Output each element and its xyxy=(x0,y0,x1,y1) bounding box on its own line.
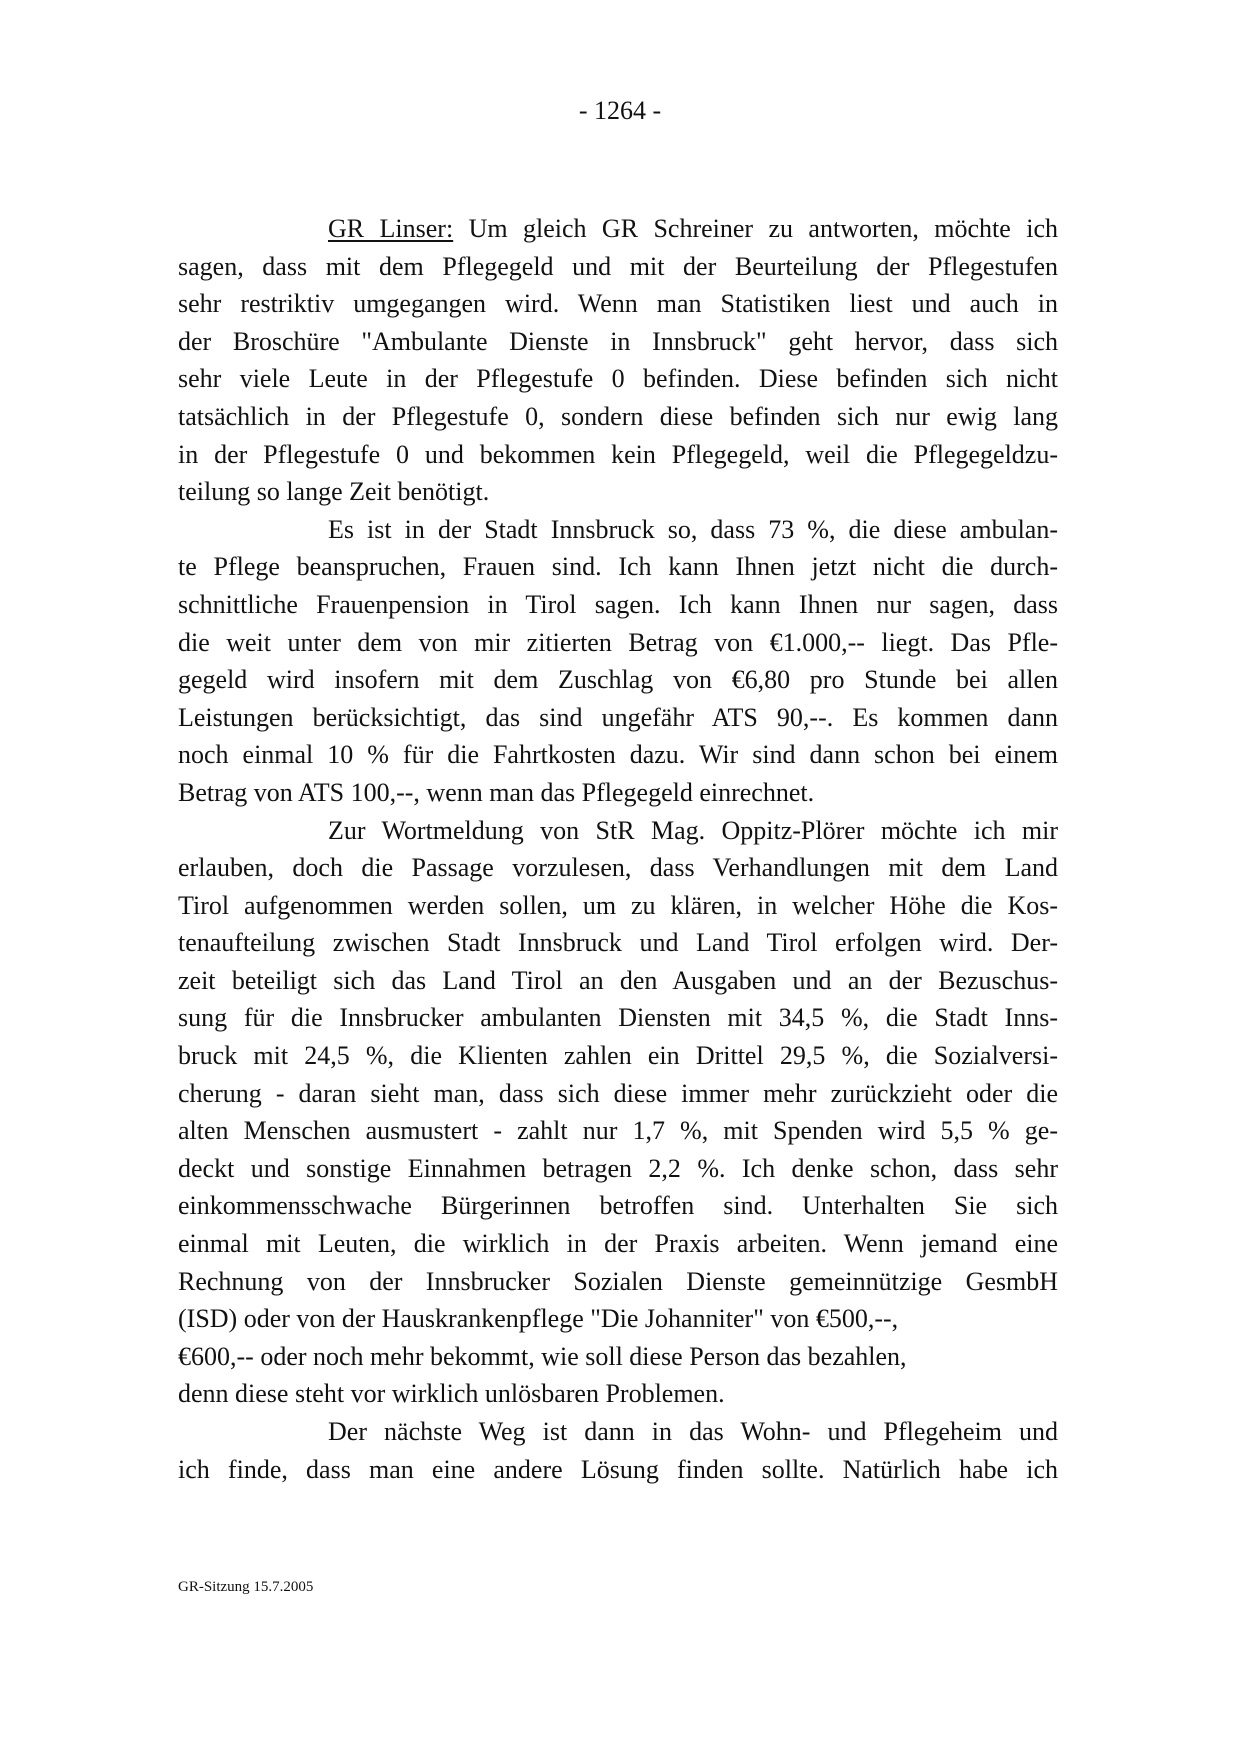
text-line: zeit beteiligt sich das Land Tirol an den Ausgaben und an der Bezuschus- xyxy=(178,965,1058,995)
text-line: €600,-- oder noch mehr bekommt, wie soll diese Person das bezahlen, xyxy=(178,1341,907,1371)
text-line: gegeld wird insofern mit dem Zuschlag von €6,80 pro Stunde bei allen xyxy=(178,665,1058,695)
text-line: bruck mit 24,5 %, die Klienten zahlen ein Drittel 29,5 %, die Sozialversi- xyxy=(178,1041,1058,1071)
text-line: cherung - daran sieht man, dass sich diese immer mehr zurückzieht oder die xyxy=(178,1078,1058,1108)
text-line: te Pflege beanspruchen, Frauen sind. Ich kann Ihnen jetzt nicht die durch- xyxy=(178,552,1058,582)
text-line: Zur Wortmeldung von StR Mag. Oppitz-Plörer möchte ich mir xyxy=(328,815,1058,845)
page-number: - 1264 - xyxy=(578,96,662,125)
text-line: Es ist in der Stadt Innsbruck so, dass 73 %, die diese ambulan- xyxy=(328,514,1058,544)
text-line: Der nächste Weg ist dann in das Wohn- und Pflegeheim und xyxy=(328,1417,1058,1446)
page-footer: GR-Sitzung 15.7.2005 xyxy=(178,1579,314,1595)
text-line: der Broschüre "Ambulante Dienste in Innsbruck" geht hervor, dass sich xyxy=(178,326,1058,356)
text-line: alten Menschen ausmustert - zahlt nur 1,7 %, mit Spenden wird 5,5 % ge- xyxy=(178,1116,1058,1146)
text-line: Tirol aufgenommen werden sollen, um zu klären, in welcher Höhe die Kos- xyxy=(178,890,1058,920)
text-line: deckt und sonstige Einnahmen betragen 2,2 %. Ich denke schon, dass sehr xyxy=(178,1153,1058,1183)
text-line: sung für die Innsbrucker ambulanten Diensten mit 34,5 %, die Stadt Inns- xyxy=(178,1003,1058,1033)
document-body xyxy=(178,210,1058,1488)
text-line: sehr viele Leute in der Pflegestufe 0 befinden. Diese befinden sich nicht xyxy=(178,364,1058,394)
text-line: erlauben, doch die Passage vorzulesen, dass Verhandlungen mit dem Land xyxy=(178,853,1058,883)
text-line: noch einmal 10 % für die Fahrtkosten dazu. Wir sind dann schon bei einem xyxy=(178,740,1058,770)
text-line xyxy=(178,210,1058,248)
text-line: Betrag von ATS 100,--, wenn man das Pflegegeld einrechnet. xyxy=(178,777,815,807)
text-line: die weit unter dem von mir zitierten Betrag von €1.000,-- liegt. Das Pfle- xyxy=(178,627,1058,657)
text-line: tenaufteilung zwischen Stadt Innsbruck und Land Tirol erfolgen wird. Der- xyxy=(178,928,1058,958)
text-line: einmal mit Leuten, die wirklich in der Praxis arbeiten. Wenn jemand eine xyxy=(178,1229,1058,1259)
text-line-content: Um gleich GR Schreiner zu antworten, möchte ich xyxy=(453,214,1058,243)
speaker-name: GR Linser: xyxy=(328,214,454,243)
text-line: (ISD) oder von der Hauskrankenpflege "Die Johanniter" von €500,--, xyxy=(178,1304,899,1334)
text-line: denn diese steht vor wirklich unlösbaren Problemen. xyxy=(178,1379,725,1409)
text-line: sagen, dass mit dem Pflegegeld und mit der Beurteilung der Pflegestufen xyxy=(178,251,1058,281)
text-line: teilung so lange Zeit benötigt. xyxy=(178,477,490,507)
text-line: ich finde, dass man eine andere Lösung finden sollte. Natürlich habe ich xyxy=(178,1454,1058,1484)
text-line: Leistungen berücksichtigt, das sind ungefähr ATS 90,--. Es kommen dann xyxy=(178,702,1058,732)
text-line: tatsächlich in der Pflegestufe 0, sondern diese befinden sich nur ewig lang xyxy=(178,401,1058,431)
text-line: schnittliche Frauenpension in Tirol sagen. Ich kann Ihnen nur sagen, dass xyxy=(178,589,1058,619)
text-line: in der Pflegestufe 0 und bekommen kein Pflegegeld, weil die Pflegegeldzu- xyxy=(178,439,1058,469)
text-line: einkommensschwache Bürgerinnen betroffen sind. Unterhalten Sie sich xyxy=(178,1191,1058,1221)
text-line: Rechnung von der Innsbrucker Sozialen Dienste gemeinnützige GesmbH xyxy=(178,1266,1058,1296)
text-line: sehr restriktiv umgegangen wird. Wenn man Statistiken liest und auch in xyxy=(178,289,1058,319)
